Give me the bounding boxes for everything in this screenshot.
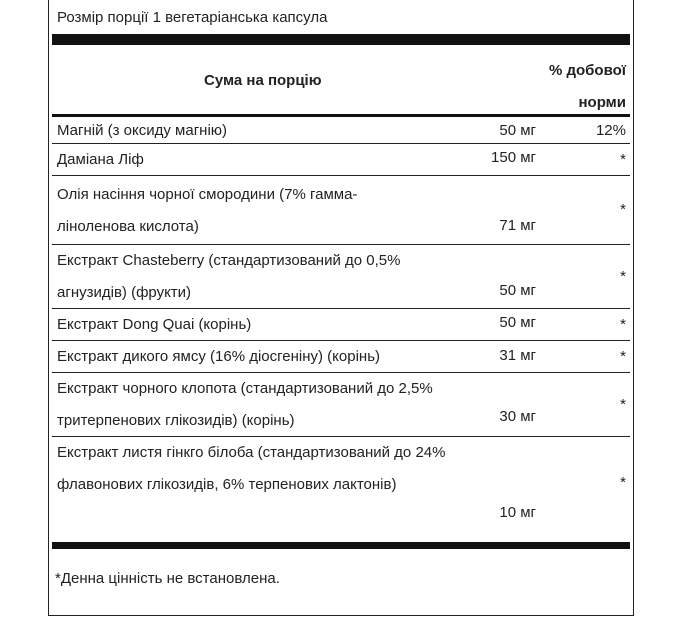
ingredient-row: [52, 117, 630, 144]
ingredient-amount: 30 мг: [499, 408, 536, 425]
ingredient-row: [52, 176, 630, 245]
ingredient-amount: 50 мг: [499, 314, 536, 331]
ingredient-daily-value: *: [620, 268, 626, 285]
ingredient-amount: 150 мг: [491, 149, 536, 166]
ingredient-row: [52, 437, 630, 534]
ingredient-name: Олія насіння чорної смородини (7% гамма-ліноленова кислота): [57, 186, 358, 235]
ingredient-row: [52, 309, 630, 341]
footnote: *Денна цінність не встановлена.: [55, 570, 280, 587]
ingredient-daily-value: *: [620, 396, 626, 413]
ingredient-name: Магній (з оксиду магнію): [57, 122, 228, 139]
ingredient-daily-value: *: [620, 474, 626, 491]
ingredient-daily-value: 12%: [595, 122, 626, 139]
ingredient-daily-value: *: [620, 316, 626, 333]
ingredient-daily-value: *: [620, 201, 626, 218]
ingredient-amount: 71 мг: [499, 217, 536, 234]
ingredient-row: [52, 245, 630, 309]
table-header: [52, 45, 630, 114]
supplement-facts-panel: [48, 0, 634, 616]
ingredient-name: Даміана Ліф: [57, 151, 144, 168]
ingredient-daily-value: *: [620, 151, 626, 168]
ingredient-row: [52, 341, 630, 373]
ingredient-name: Екстракт чорного клопота (стандартизований до 2,5% тритерпенових глікозидів) (корінь): [57, 380, 433, 429]
ingredient-amount: 10 мг: [499, 504, 536, 521]
daily-value-heading: % добової норми: [548, 62, 626, 111]
ingredient-daily-value: *: [620, 348, 626, 365]
ingredient-amount: 50 мг: [499, 282, 536, 299]
ingredient-name: Екстракт дикого ямсу (16% діосгеніну) (корінь): [57, 348, 381, 365]
ingredient-list: [52, 117, 630, 534]
thick-divider: [52, 34, 630, 45]
ingredient-name: Екстракт листя гінкго білоба (стандартизований до 24% флавонових глікозидів, 6% терпенових лактонів): [57, 444, 446, 493]
ingredient-amount: 31 мг: [499, 347, 536, 364]
amount-per-serving-heading: Сума на порцію: [204, 72, 322, 89]
serving-size: Розмір порції 1 вегетаріанська капсула: [57, 9, 328, 26]
ingredient-row: [52, 144, 630, 176]
ingredient-row: [52, 373, 630, 437]
ingredient-amount: 50 мг: [499, 122, 536, 139]
ingredient-name: Екстракт Dong Quai (корінь): [57, 316, 252, 333]
bottom-divider: [52, 542, 630, 549]
ingredient-name: Екстракт Chasteberry (стандартизований до 0,5% агнузидів) (фрукти): [57, 252, 401, 301]
